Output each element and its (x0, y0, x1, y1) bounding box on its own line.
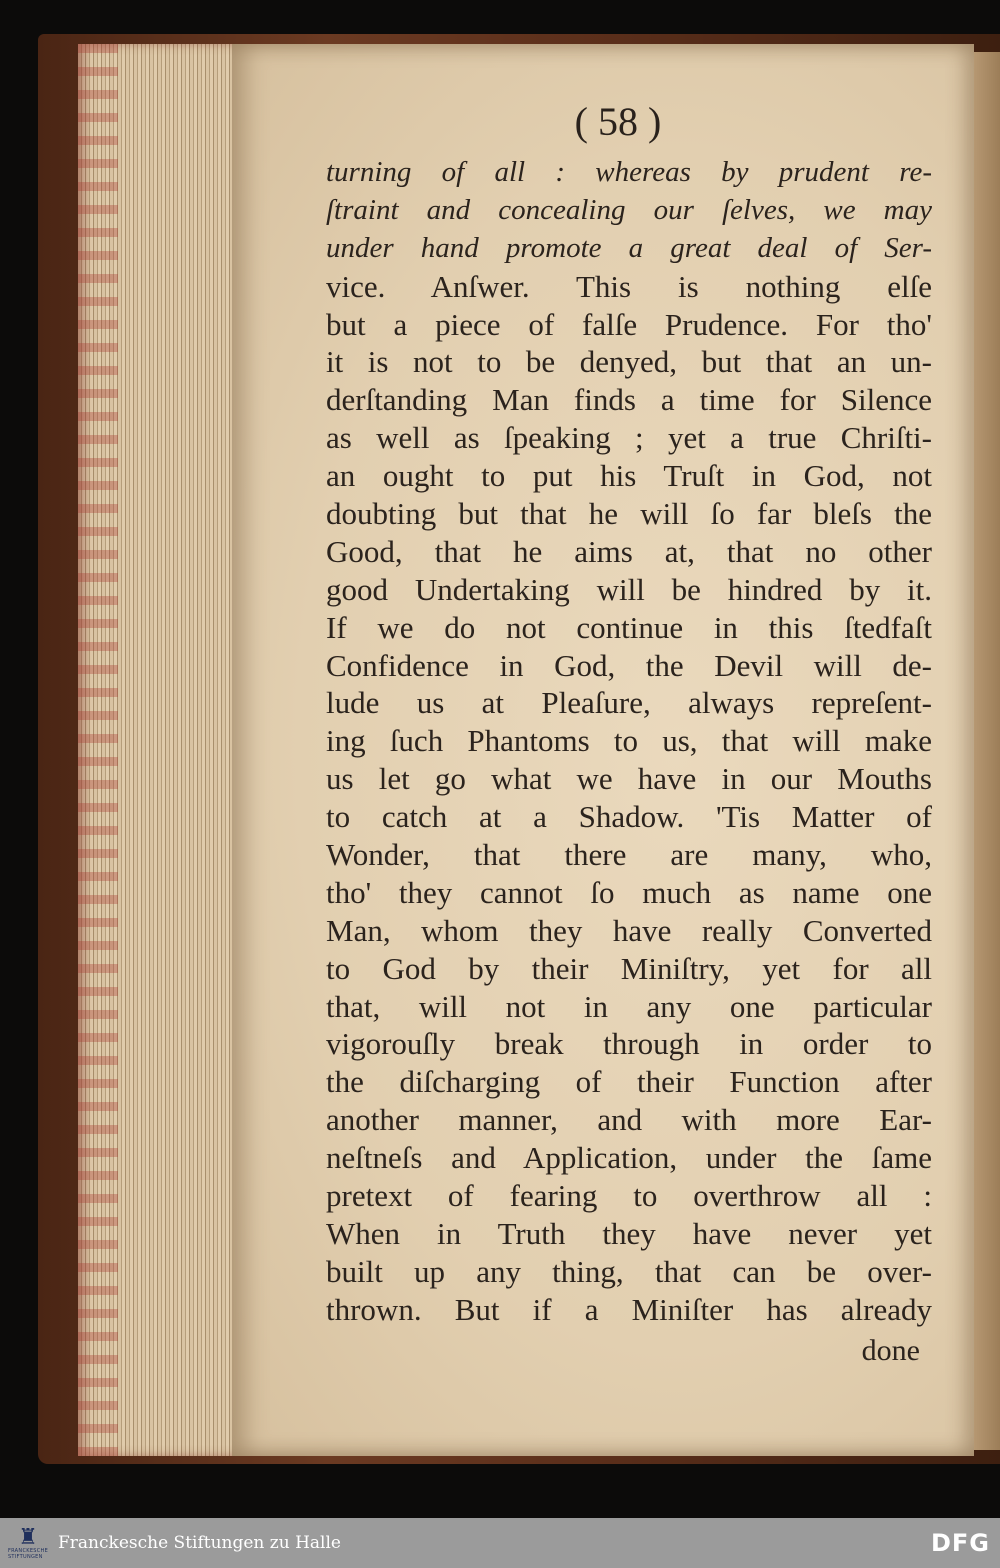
footer-bar (0, 1518, 1000, 1568)
book-page (232, 44, 974, 1456)
text-line: Wonder, that there are many, who, (326, 837, 932, 873)
text-line: pretext of fearing to overthrow all : (326, 1178, 932, 1214)
text-line: thrown. But if a Miniſter has already (326, 1291, 932, 1327)
facing-page-edge (972, 52, 1000, 1450)
text-line: but a piece of falſe Prudence. For tho' (326, 306, 932, 342)
text-line: Confidence in God, the Devil will de- (326, 647, 932, 683)
text-line: tho' they cannot ſo much as name one (326, 874, 932, 910)
text-line: under hand promote a great deal of Ser- (326, 231, 932, 264)
text-line: another manner, and with more Ear- (326, 1102, 932, 1138)
page-edges (78, 44, 238, 1456)
institution-crest-icon: ♜ FRANCKESCHE STIFTUNGEN (7, 1524, 49, 1560)
text-line: ing ſuch Phantoms to us, that will make (326, 723, 932, 759)
page-text (326, 154, 932, 1329)
text-line: that, will not in any one particular (326, 988, 932, 1024)
text-line: us let go what we have in our Mouths (326, 761, 932, 797)
text-line: it is not to be denyed, but that an un- (326, 344, 932, 380)
institution-name: Franckesche Stiftungen zu Halle (58, 1533, 341, 1553)
text-line: Man, whom they have really Converted (326, 912, 932, 948)
institution-logo-text: FRANCKESCHE STIFTUNGEN (7, 1548, 49, 1560)
text-line: the diſcharging of their Function after (326, 1064, 932, 1100)
text-line: an ought to put his Truſt in God, not (326, 458, 932, 494)
text-line: When in Truth they have never yet (326, 1215, 932, 1251)
text-line: neſtneſs and Application, under the ſame (326, 1140, 932, 1176)
text-line: derſtanding Man finds a time for Silence (326, 382, 932, 418)
text-line: to catch at a Shadow. 'Tis Matter of (326, 799, 932, 835)
text-line: built up any thing, that can be over- (326, 1253, 932, 1289)
text-line: ſtraint and concealing our ſelves, we may (326, 193, 932, 226)
funder-logo: DFG (930, 1529, 990, 1557)
text-line: turning of all : whereas by prudent re- (326, 156, 932, 188)
text-line: good Undertaking will be hindred by it. (326, 571, 932, 607)
text-line: as well as ſpeaking ; yet a true Chriſti- (326, 420, 932, 456)
text-line: lude us at Pleaſure, always repreſent- (326, 685, 932, 721)
text-line: doubting but that he will ſo far bleſs the (326, 496, 932, 532)
text-line: to God by their Miniſtry, yet for all (326, 950, 932, 986)
page-number: ( 58 ) (574, 99, 662, 144)
catchword: done (861, 1334, 920, 1367)
text-line: Good, that he aims at, that no other (326, 533, 932, 569)
text-line: vigorouſly break through in order to (326, 1026, 932, 1062)
text-line: vice. Anſwer. This is nothing elſe (326, 268, 932, 304)
text-line: If we do not continue in this ſtedfaſt (326, 609, 932, 645)
